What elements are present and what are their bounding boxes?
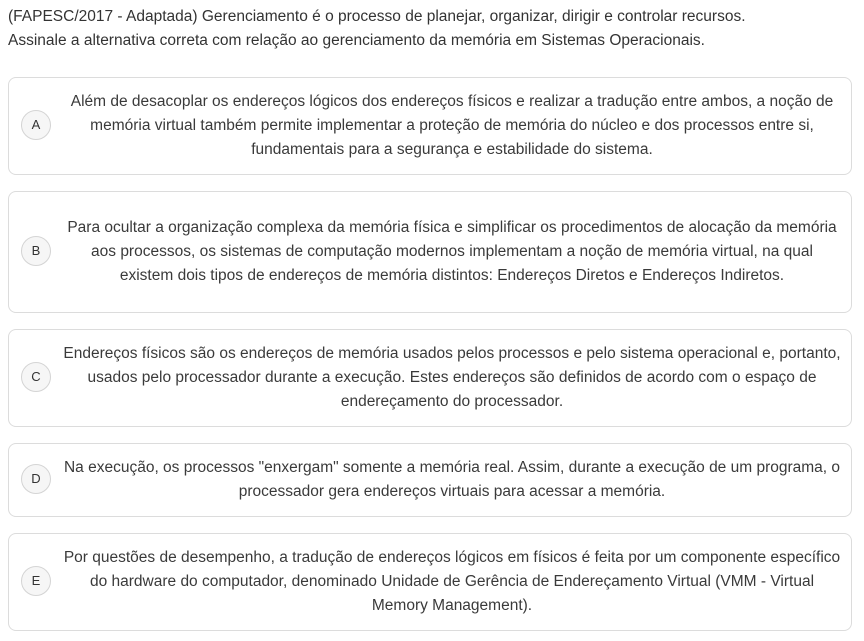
option-c[interactable] — [8, 329, 852, 427]
question-text — [8, 5, 858, 53]
option-letter-a: A — [21, 110, 51, 140]
question-line-2: Assinale a alternativa correta com relação ao gerenciamento da memória em Sistemas Operacionais. — [8, 32, 705, 49]
option-d[interactable] — [8, 443, 852, 517]
option-e[interactable] — [8, 533, 852, 631]
option-a[interactable] — [8, 77, 852, 175]
option-b[interactable] — [8, 191, 852, 313]
option-text-a: Além de desacoplar os endereços lógicos dos endereços físicos e realizar a tradução entre ambos, a noção de memória virtual também permite implementar a proteção de memória do núcleo e dos processos entre si, fundamentais para a segurança e estabilidade do sistema. — [70, 93, 834, 158]
option-text-d: Na execução, os processos "enxergam" somente a memória real. Assim, durante a execução de um programa, o processador gera endereços virtuais para acessar a memória. — [63, 459, 841, 500]
option-text-c: Endereços físicos são os endereços de memória usados pelos processos e pelo sistema operacional e, portanto, usados pelo processador durante a execução. Estes endereços são definidos de acordo com o espaço de endereçamento do processador. — [63, 345, 841, 410]
option-text-b: Para ocultar a organização complexa da memória física e simplificar os procedimentos de alocação da memória aos processos, os sistemas de computação modernos implementam a noção de memória virtual, na qual existem dois tipos de endereços de memória distintos: Endereços Diretos e Endereços Indiretos. — [67, 219, 837, 284]
option-letter-c: C — [21, 362, 51, 392]
option-letter-d: D — [21, 464, 51, 494]
option-letter-e: E — [21, 566, 51, 596]
question-line-1: (FAPESC/2017 - Adaptada) Gerenciamento é o processo de planejar, organizar, dirigir e controlar recursos. — [8, 8, 746, 25]
option-text-e: Por questões de desempenho, a tradução de endereços lógicos em físicos é feita por um componente específico do hardware do computador, denominado Unidade de Gerência de Endereçamento Virtual (VMM - Virtual Memory Management). — [63, 549, 841, 614]
option-letter-b: B — [21, 236, 51, 266]
